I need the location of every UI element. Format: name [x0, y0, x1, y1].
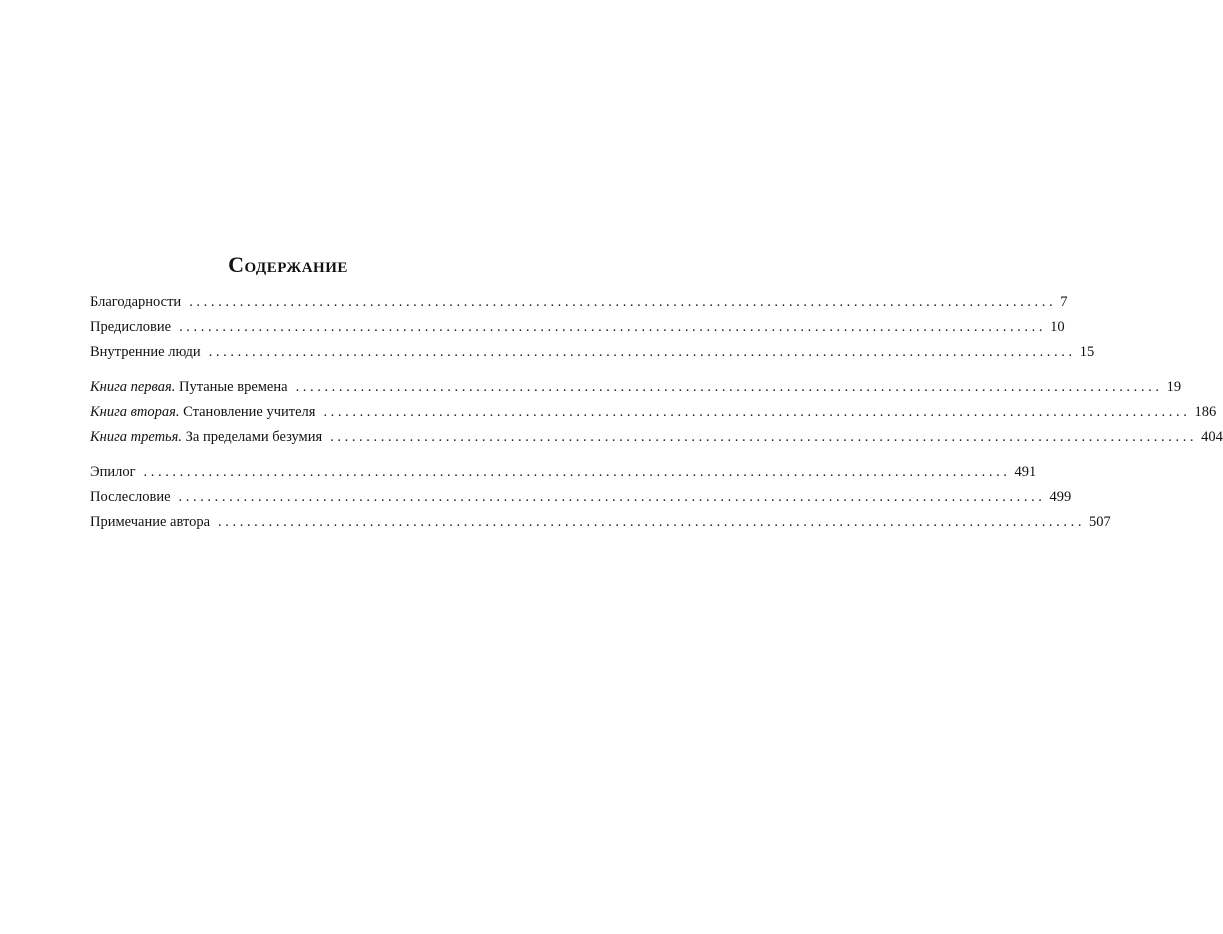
toc-entry-title: [90, 460, 136, 485]
dot-leader: ........................................................................................................................: [295, 379, 1163, 395]
toc-page-number: 404: [1201, 429, 1223, 445]
toc-entry: [90, 460, 1037, 485]
toc-entry: [90, 290, 1068, 315]
toc-page-number: 15: [1079, 344, 1095, 360]
dot-leader: ........................................................................................................................: [179, 319, 1047, 335]
contents-title: Содержание: [228, 252, 348, 277]
toc-entry-title: [90, 290, 181, 315]
toc-entry: [90, 425, 1223, 450]
toc-entry: [90, 485, 1072, 510]
toc-entry-label: За пределами безумия: [185, 429, 323, 445]
toc-entry: [90, 375, 1182, 400]
toc-entry-label: Путаные времена: [178, 379, 288, 395]
toc-page-number: 507: [1089, 514, 1111, 530]
toc-entry: [90, 340, 1095, 365]
toc-entry-label: Примечание автора: [90, 514, 211, 530]
toc-entry-label: Внутренние люди: [90, 344, 201, 360]
toc-page-number: 491: [1014, 464, 1037, 480]
dot-leader: ........................................................................................................................: [218, 514, 1086, 530]
toc-entry-title: [90, 340, 201, 365]
toc-entry-label: Послесловие: [90, 489, 171, 505]
toc-entry-label: Эпилог: [90, 464, 136, 480]
toc-book-label: Книга третья.: [90, 429, 183, 445]
toc-entry: [90, 315, 1065, 340]
toc-book-label: Книга вторая.: [90, 404, 180, 420]
table-of-contents: [90, 290, 1223, 545]
toc-entry: [90, 400, 1217, 425]
toc-entry-title: [90, 315, 171, 340]
toc-group-back-matter: [90, 460, 1111, 535]
toc-entry-title: [90, 375, 288, 400]
dot-leader: ........................................................................................................................: [178, 489, 1046, 505]
toc-entry-label: Предисловие: [90, 319, 172, 335]
toc-page-number: 186: [1194, 404, 1217, 420]
toc-entry-label: Благодарности: [90, 294, 182, 310]
toc-entry-title: [90, 485, 171, 510]
dot-leader: ........................................................................................................................: [189, 294, 1057, 310]
toc-entry: [90, 510, 1111, 535]
toc-group-books: [90, 375, 1223, 450]
toc-entry-title: [90, 510, 210, 535]
dot-leader: ........................................................................................................................: [330, 429, 1198, 445]
dot-leader: ........................................................................................................................: [323, 404, 1191, 420]
toc-entry-label: Становление учителя: [183, 404, 316, 420]
toc-page-number: 19: [1166, 379, 1182, 395]
dot-leader: ........................................................................................................................: [143, 464, 1011, 480]
toc-entry-title: [90, 425, 322, 450]
toc-page-number: 7: [1060, 294, 1068, 310]
toc-entry-title: [90, 400, 315, 425]
toc-page-number: 10: [1050, 319, 1065, 335]
dot-leader: ........................................................................................................................: [208, 344, 1076, 360]
toc-page-number: 499: [1049, 489, 1072, 505]
toc-group-front-matter: [90, 290, 1095, 365]
toc-book-label: Книга первая.: [90, 379, 176, 395]
